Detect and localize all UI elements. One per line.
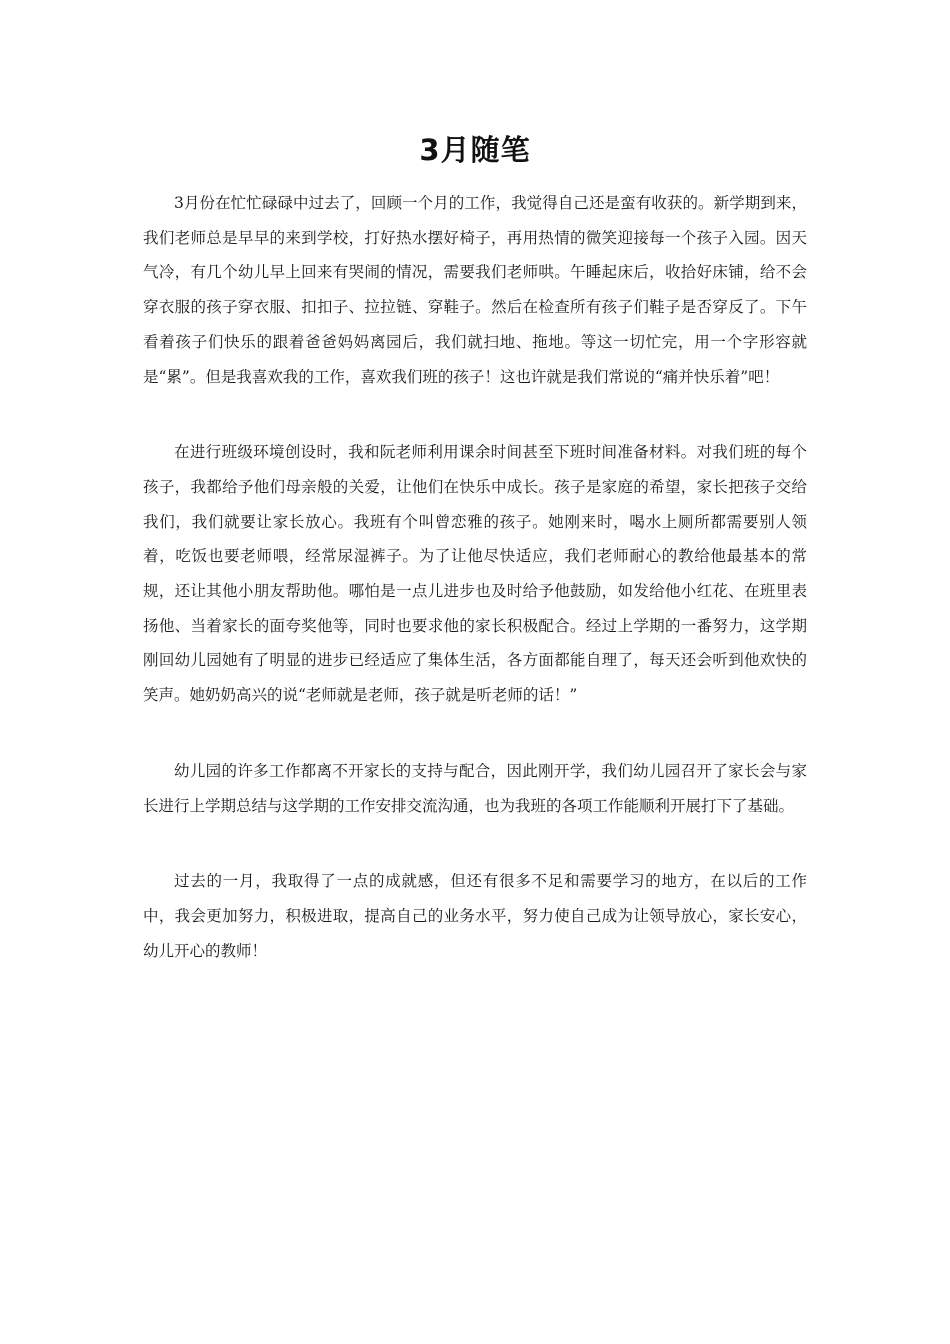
paragraph-4: 过去的一月，我取得了一点的成就感，但还有很多不足和需要学习的地方，在以后的工作中，我会更加努力，积极进取，提高自己的业务水平，努力使自己成为让领导放心，家长安心，幼儿开心的教师！ xyxy=(143,872,807,960)
paragraph-3: 幼儿园的许多工作都离不开家长的支持与配合，因此刚开学，我们幼儿园召开了家长会与家长进行上学期总结与这学期的工作安排交流沟通，也为我班的各项工作能顺利开展打下了基础。 xyxy=(143,761,807,815)
document-body xyxy=(143,186,807,968)
document-title: 3月随笔 xyxy=(419,133,531,167)
paragraph-2: 在进行班级环境创设时，我和阮老师利用课余时间甚至下班时间准备材料。对我们班的每个孩子，我都给予他们母亲般的关爱，让他们在快乐中成长。孩子是家庭的希望，家长把孩子交给我们，我们就要让家长放心。我班有个叫曾恋雅的孩子。她刚来时，喝水上厕所都需要别人领着，吃饭也要老师喂，经常尿湿裤子。为了让他尽快适应，我们老师耐心的教给他最基本的常规，还让其他小朋友帮助他。哪怕是一点儿进步也及时给予他鼓励，如发给他小红花、在班里表扬他、当着家长的面夸奖他等，同时也要求他的家长积极配合。经过上学期的一番努力，这学期刚回幼儿园她有了明显的进步已经适应了集体生活，各方面都能自理了，每天还会听到他欢快的笑声。她奶奶高兴的说“老师就是老师，孩子就是听老师的话！” xyxy=(143,443,807,705)
paragraph-1: 3月份在忙忙碌碌中过去了，回顾一个月的工作，我觉得自己还是蛮有收获的。新学期到来，我们老师总是早早的来到学校，打好热水摆好椅子，再用热情的微笑迎接每一个孩子入园。因天气冷，有几个幼儿早上回来有哭闹的情况，需要我们老师哄。午睡起床后，收拾好床铺，给不会穿衣服的孩子穿衣服、扣扣子、拉拉链、穿鞋子。然后在检查所有孩子们鞋子是否穿反了。下午看着孩子们快乐的跟着爸爸妈妈离园后，我们就扫地、拖地。等这一切忙完，用一个字形容就是“累”。但是我喜欢我的工作，喜欢我们班的孩子！这也许就是我们常说的“痛并快乐着”吧！ xyxy=(143,194,807,386)
